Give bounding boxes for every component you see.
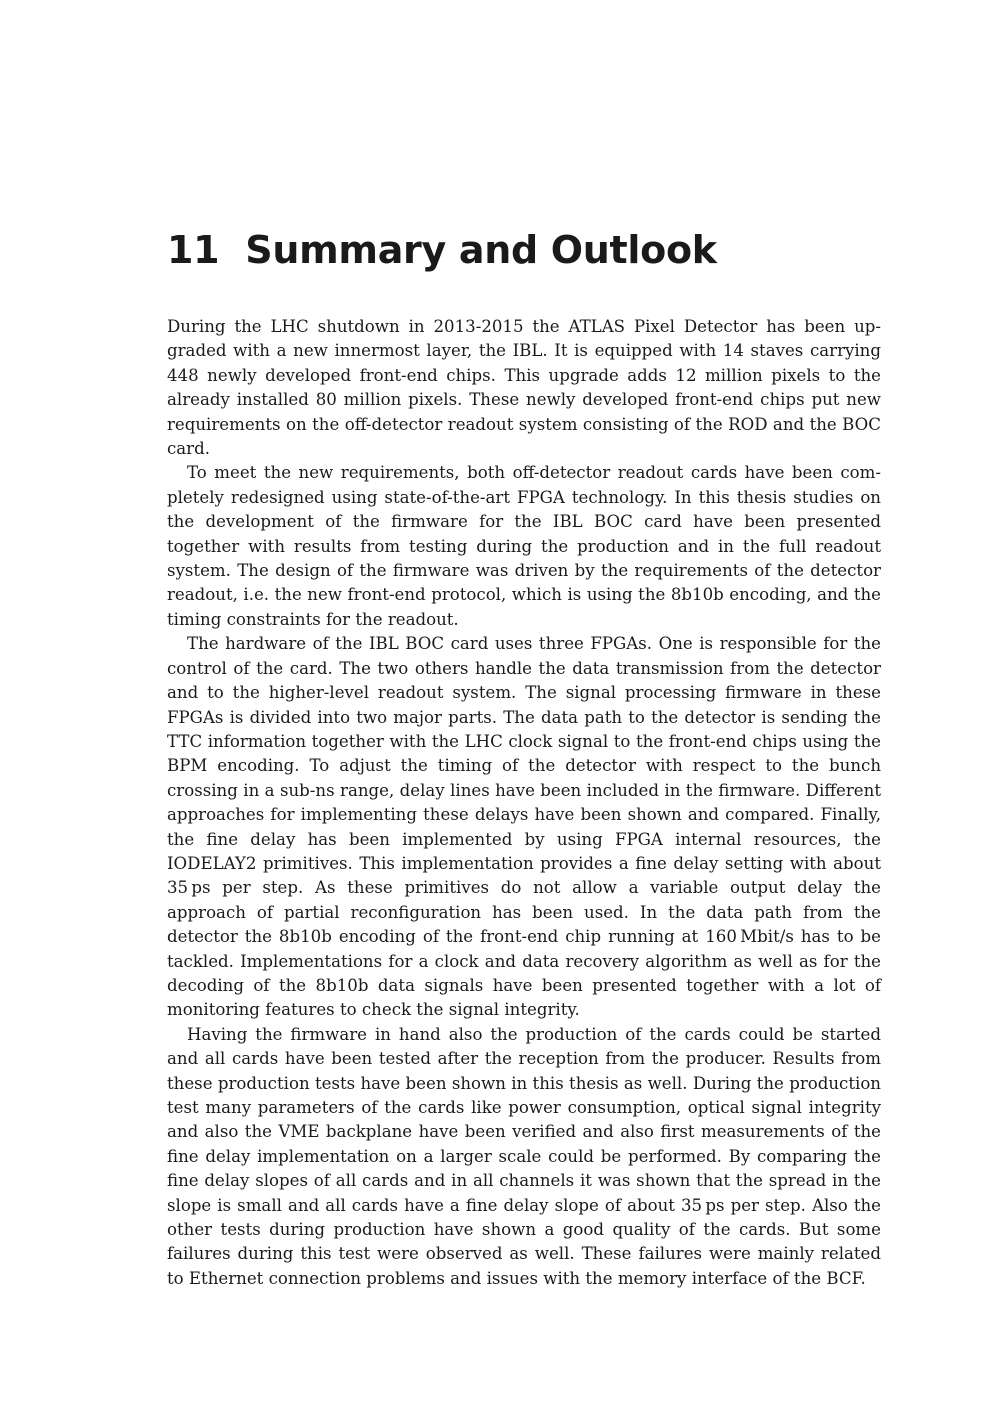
chapter-number: 11 [167, 228, 220, 272]
chapter-title: Summary and Outlook [245, 228, 717, 272]
chapter-heading [167, 222, 717, 278]
paragraph-3: The hardware of the IBL BOC card uses three FPGAs. One is responsible for the control of the card. The two others handle the data transmission from the detector and to the higher-level readout system. The signal processing firmware in these FPGAs is divided into two major parts. The data path to the detector is sending the TTC information together with the LHC clock signal to the front-end chips using the BPM encoding. To adjust the timing of the detector with respect to the bunch crossing in a sub-ns range, delay lines have been included in the firmware. Different approaches for implementing these delays have been shown and compared. Finally, the fine delay has been implemented by using FPGA internal resources, the IODELAY2 primitives. This implementation provides a fine delay setting with about 35 ps per step. As these primitives do not allow a variable output delay the approach of partial reconfiguration has been used. In the data path from the detector the 8b10b encoding of the front-end chip running at 160 Mbit/s has to be tackled. Implementations for a clock and data recovery algorithm as well as for the decoding of the 8b10b data signals have been presented together with a lot of monitoring features to check the signal integrity. [167, 634, 881, 1020]
paragraph-2: To meet the new requirements, both off-detector readout cards have been completely redesigned using state-of-the-art FPGA technology. In this thesis studies on the development of the firmware for the IBL BOC card have been presented together with results from testing during the production and in the full readout system. The design of the firmware was driven by the requirements of the detector readout, i.e. the new front-end protocol, which is using the 8b10b encoding, and the timing constraints for the readout. [167, 463, 881, 629]
paragraph-1: During the LHC shutdown in 2013-2015 the ATLAS Pixel Detector has been upgraded with a new innermost layer, the IBL. It is equipped with 14 staves carrying 448 newly developed front-end chips. This upgrade adds 12 million pixels to the already installed 80 million pixels. These newly developed front-end chips put new requirements on the off-detector readout system consisting of the ROD and the BOC card. [167, 317, 881, 459]
paragraph-4: Having the firmware in hand also the production of the cards could be started and all cards have been tested after the reception from the producer. Results from these production tests have been shown in this thesis as well. During the production test many parameters of the cards like power consumption, optical signal integrity and also the VME backplane have been verified and also first measurements of the fine delay implementation on a larger scale could be performed. By comparing the fine delay slopes of all cards and in all channels it was shown that the spread in the slope is small and all cards have a fine delay slope of about 35 ps per step. Also the other tests during production have shown a good quality of the cards. But some failures during this test were observed as well. These failures were mainly related to Ethernet connection problems and issues with the memory interface of the BCF. [167, 1024, 881, 1288]
body-text [167, 315, 881, 1291]
